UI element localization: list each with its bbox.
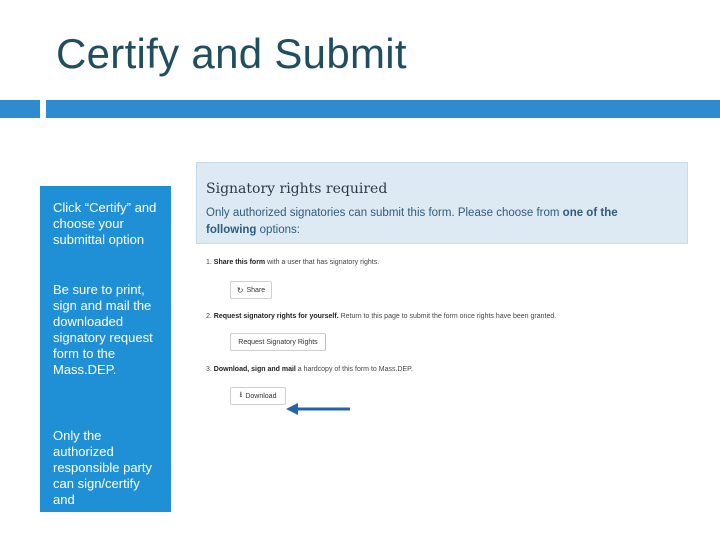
share-button-label: Share [246, 286, 266, 294]
step-number: 1. [206, 259, 212, 266]
signatory-notice [196, 162, 688, 244]
step-number: 2. [206, 313, 212, 320]
download-icon: ⭳ [239, 390, 243, 399]
slide-title: Certify and Submit [56, 30, 407, 77]
accent-bar-left [0, 100, 40, 118]
notice-text [206, 205, 666, 239]
request-signatory-rights-button[interactable] [230, 333, 326, 351]
instruction-paragraph-2: Be sure to print, sign and mail the downloaded signatory request form to the Mass.DEP. [53, 282, 153, 377]
step-number: 3. [206, 366, 212, 373]
step-share [206, 259, 379, 266]
step-title: Share this form [213, 259, 266, 266]
download-button[interactable] [230, 387, 286, 405]
step-request-rights [206, 313, 556, 320]
share-button[interactable] [230, 281, 272, 299]
embedded-screenshot [196, 162, 688, 422]
step-title: Download, sign and mail [213, 366, 296, 373]
accent-bar-main [46, 100, 720, 118]
instruction-paragraph-3: Only the authorized responsible party can sign/certify and [53, 428, 152, 507]
share-icon: ↻ [236, 285, 244, 295]
step-download [206, 366, 413, 373]
step-title: Request signatory rights for yourself. [213, 313, 339, 320]
step-description: Return to this page to submit the form once rights have been granted. [338, 313, 557, 320]
request-button-label: Request Signatory Rights [238, 338, 318, 346]
step-description: a hardcopy of this form to Mass.DEP. [295, 366, 413, 373]
step-description: with a user that has signatory rights. [265, 259, 380, 266]
instruction-paragraph-1: Click “Certify” and choose your submittal option [53, 200, 157, 247]
notice-text-end: options: [256, 224, 300, 236]
notice-heading: Signatory rights required [206, 181, 388, 197]
pointer-arrow-icon [286, 402, 352, 416]
download-button-label: Download [245, 392, 277, 400]
notice-text-start: Only authorized signatories can submit this form. Please choose from [206, 207, 563, 219]
notice-text-emphasis: one of the following [206, 207, 618, 236]
instruction-sidebar [40, 186, 171, 512]
